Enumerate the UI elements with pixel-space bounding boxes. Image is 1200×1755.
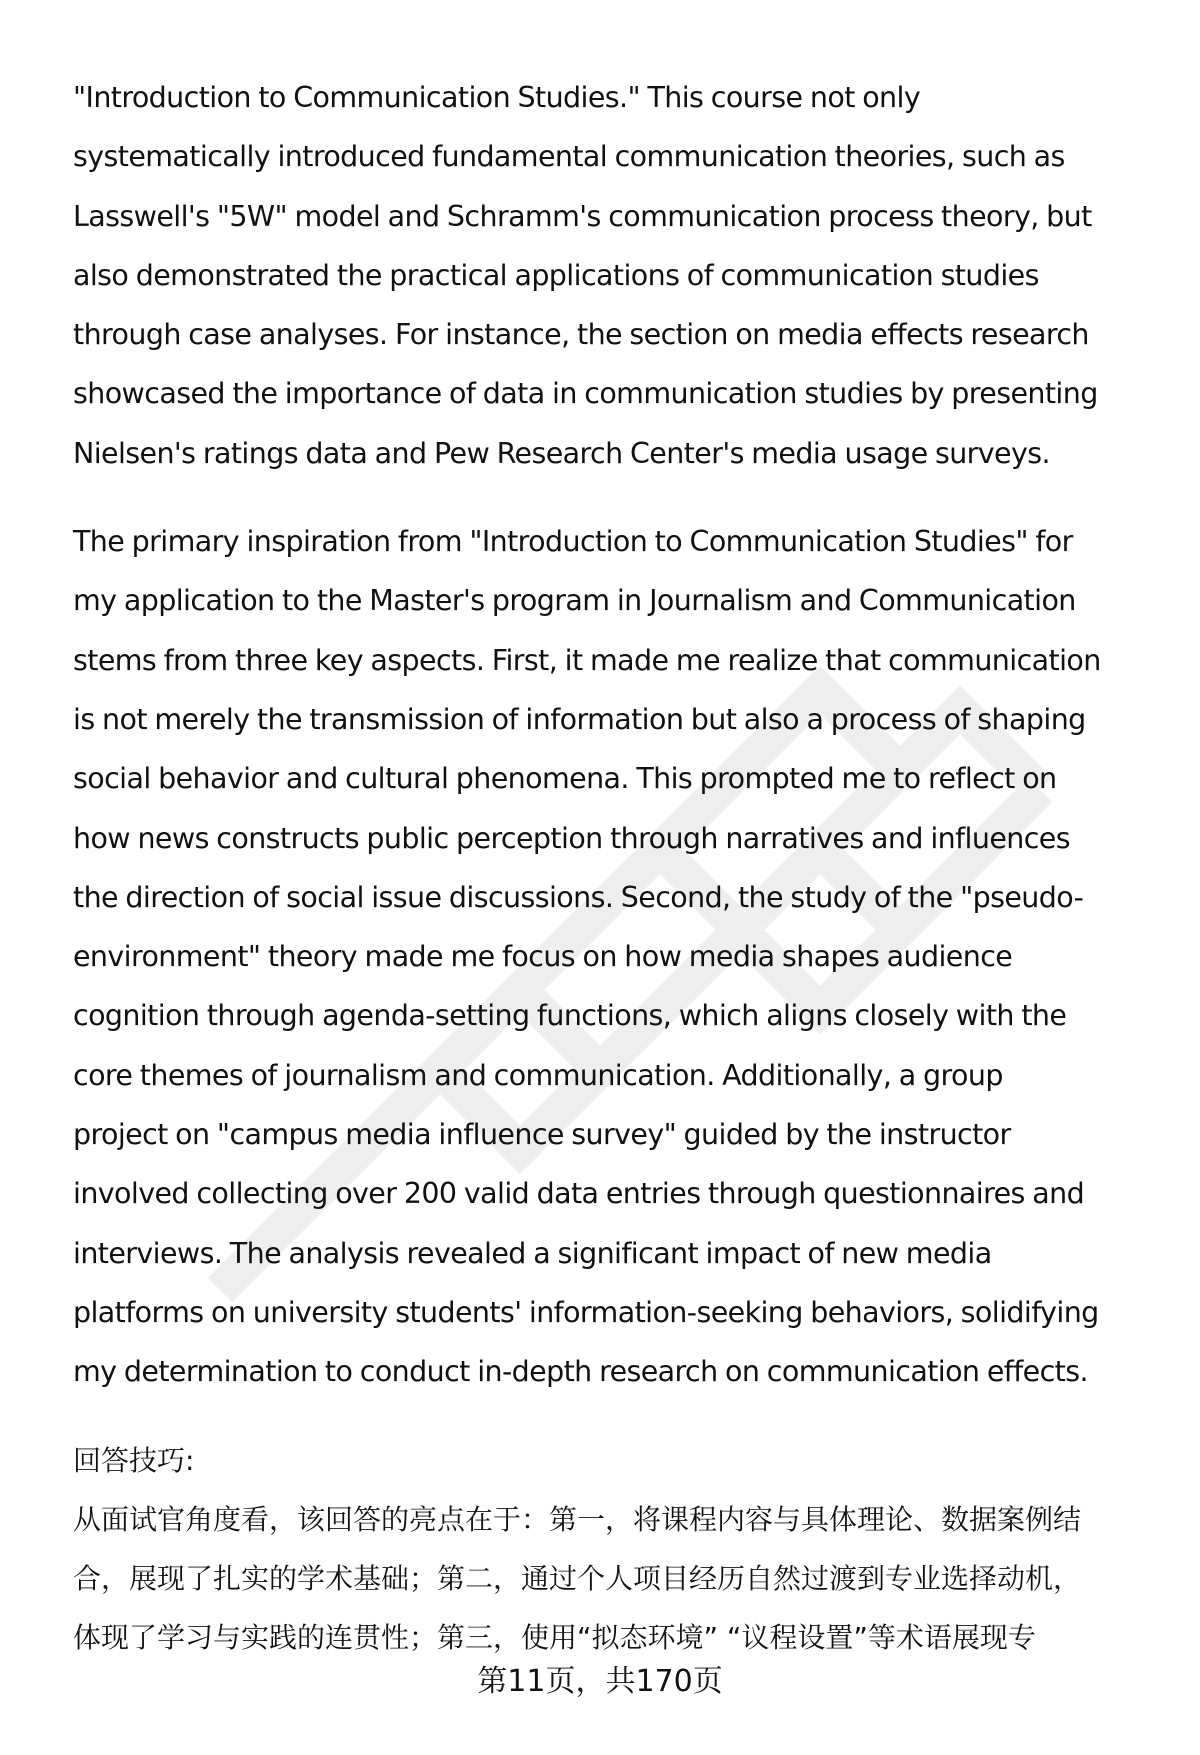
text-line: is not merely the transmission of information but also a process of shaping bbox=[73, 702, 1086, 736]
text-line: my determination to conduct in-depth research on communication effects. bbox=[73, 1355, 1088, 1389]
paragraph-spacer bbox=[73, 483, 1153, 512]
text-line: how news constructs public perception through narratives and influences bbox=[73, 821, 1070, 855]
text-line: stems from three key aspects. First, it made me realize that communication bbox=[73, 643, 1101, 677]
text-line: Lasswell's "5W" model and Schramm's communication process theory, but bbox=[73, 199, 1092, 233]
text-line: cognition through agenda-setting functions, which aligns closely with the bbox=[73, 999, 1067, 1033]
text-line: 从面试官角度看，该回答的亮点在于：第一，将课程内容与具体理论、数据案例结 bbox=[73, 1502, 1082, 1536]
paragraph-course-description bbox=[73, 68, 1153, 483]
text-line: systematically introduced fundamental communication theories, such as bbox=[73, 140, 1065, 174]
tips-heading: 回答技巧: bbox=[73, 1443, 195, 1477]
text-line: 合，展现了扎实的学术基础；第二，通过个人项目经历自然过渡到专业选择动机， bbox=[73, 1561, 1082, 1595]
page-indicator: 第11页，共170页 bbox=[477, 1664, 723, 1699]
text-line: my application to the Master's program in Journalism and Communication bbox=[73, 584, 1076, 618]
text-line: Nielsen's ratings data and Pew Research Center's media usage surveys. bbox=[73, 436, 1050, 470]
text-line: involved collecting over 200 valid data entries through questionnaires and bbox=[73, 1177, 1085, 1211]
tips-paragraph bbox=[73, 1490, 1153, 1667]
text-line: social behavior and cultural phenomena. This prompted me to reflect on bbox=[73, 762, 1057, 796]
text-line: showcased the importance of data in communication studies by presenting bbox=[73, 377, 1098, 411]
text-line: environment" theory made me focus on how media shapes audience bbox=[73, 940, 1013, 974]
text-line: platforms on university students' information-seeking behaviors, solidifying bbox=[73, 1295, 1099, 1329]
text-line: also demonstrated the practical applications of communication studies bbox=[73, 258, 1039, 292]
document-body bbox=[73, 68, 1153, 1667]
text-line: "Introduction to Communication Studies." This course not only bbox=[73, 81, 921, 114]
text-line: 体现了学习与实践的连贯性；第三，使用“拟态环境” “议程设置”等术语展现专 bbox=[73, 1620, 1036, 1654]
text-line: through case analyses. For instance, the section on media effects research bbox=[73, 318, 1089, 352]
paragraph-spacer bbox=[73, 1402, 1153, 1431]
text-line: project on "campus media influence survey" guided by the instructor bbox=[73, 1118, 1011, 1152]
paragraph-inspiration bbox=[73, 512, 1153, 1401]
text-line: interviews. The analysis revealed a significant impact of new media bbox=[73, 1236, 992, 1270]
text-line: The primary inspiration from "Introduction to Communication Studies" for bbox=[73, 525, 1073, 559]
text-line: core themes of journalism and communication. Additionally, a group bbox=[73, 1058, 1003, 1092]
text-line: the direction of social issue discussions. Second, the study of the "pseudo- bbox=[73, 880, 1084, 914]
